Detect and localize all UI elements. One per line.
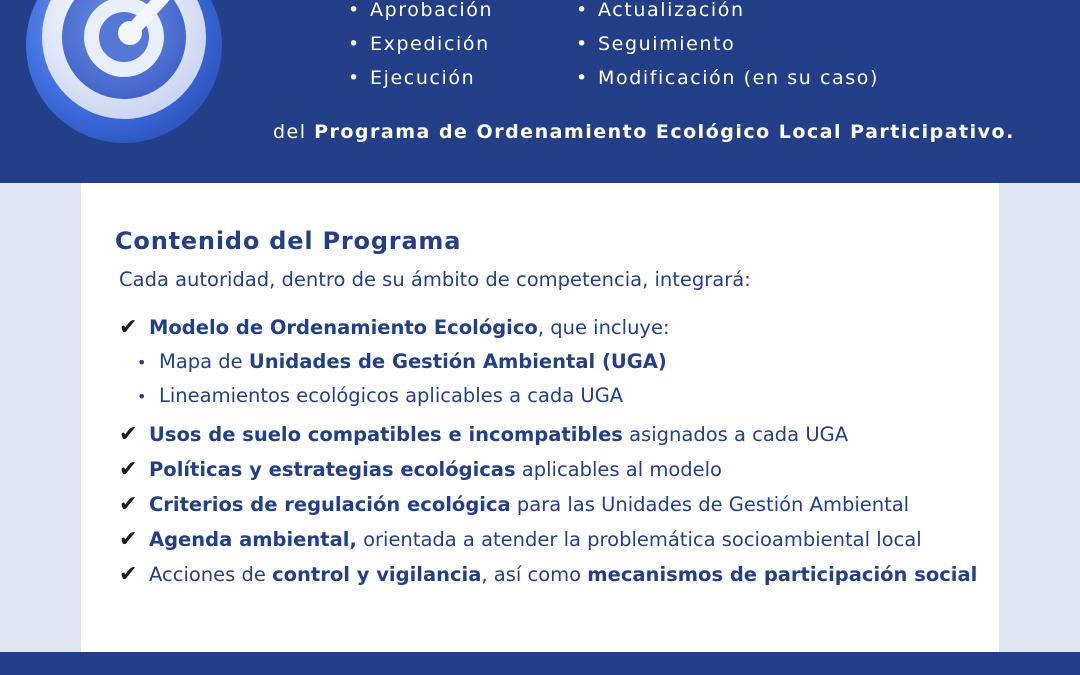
bullet-icon: • [137, 387, 147, 406]
sub-list-item [137, 350, 667, 375]
check-icon: ✔ [119, 457, 138, 482]
item-bold: Agenda ambiental, [149, 528, 357, 551]
check-icon: ✔ [119, 492, 138, 517]
item-bold: Criterios de regulación ecológica [149, 493, 511, 516]
bullet-icon: • [137, 353, 147, 372]
section-intro: Cada autoridad, dentro de su ámbito de competencia, integrará: [119, 268, 751, 291]
item-bold: Usos de suelo compatibles e incompatibles [149, 423, 623, 446]
stages-list-right [576, 0, 879, 102]
check-icon: ✔ [119, 422, 138, 447]
stage-item: • Actualización [576, 0, 879, 34]
section-title: Contenido del Programa [115, 227, 462, 255]
check-icon: ✔ [119, 527, 138, 552]
stage-item: • Modificación (en su caso) [576, 68, 879, 102]
list-item [119, 528, 922, 552]
check-icon: ✔ [119, 315, 138, 340]
item-text: , que incluye: [537, 316, 670, 339]
item-bold: Unidades de Gestión Ambiental (UGA) [248, 350, 667, 373]
program-prefix: del [273, 121, 307, 143]
item-text: Acciones de [149, 563, 273, 586]
item-text: Mapa de [159, 350, 249, 373]
program-line [273, 121, 1015, 143]
list-item [119, 563, 977, 587]
item-text: Lineamientos ecológicos aplicables a cada UGA [159, 384, 624, 407]
item-text: asignados a cada UGA [622, 423, 849, 446]
item-text: , así como [481, 563, 588, 586]
list-item [119, 316, 670, 340]
stages-list-left [348, 0, 493, 102]
item-bold: Políticas y estrategias ecológicas [149, 458, 516, 481]
program-name: Programa de Ordenamiento Ecológico Local Participativo. [314, 121, 1015, 143]
item-text: aplicables al modelo [515, 458, 722, 481]
item-bold: Modelo de Ordenamiento Ecológico [149, 316, 538, 339]
target-icon [24, 0, 224, 145]
check-icon: ✔ [119, 562, 138, 587]
item-text: orientada a atender la problemática socioambiental local [356, 528, 922, 551]
item-bold: control y vigilancia [272, 563, 482, 586]
stage-item: • Aprobación [348, 0, 493, 34]
stage-item: • Expedición [348, 34, 493, 68]
footer-band [0, 652, 1080, 675]
stage-item: • Seguimiento [576, 34, 879, 68]
stage-item: • Ejecución [348, 68, 493, 102]
content-card [81, 183, 999, 652]
item-text: para las Unidades de Gestión Ambiental [510, 493, 910, 516]
list-item [119, 493, 909, 517]
item-bold: mecanismos de participación social [587, 563, 978, 586]
list-item [119, 458, 722, 482]
list-item [119, 423, 848, 447]
sub-list-item [137, 384, 623, 409]
